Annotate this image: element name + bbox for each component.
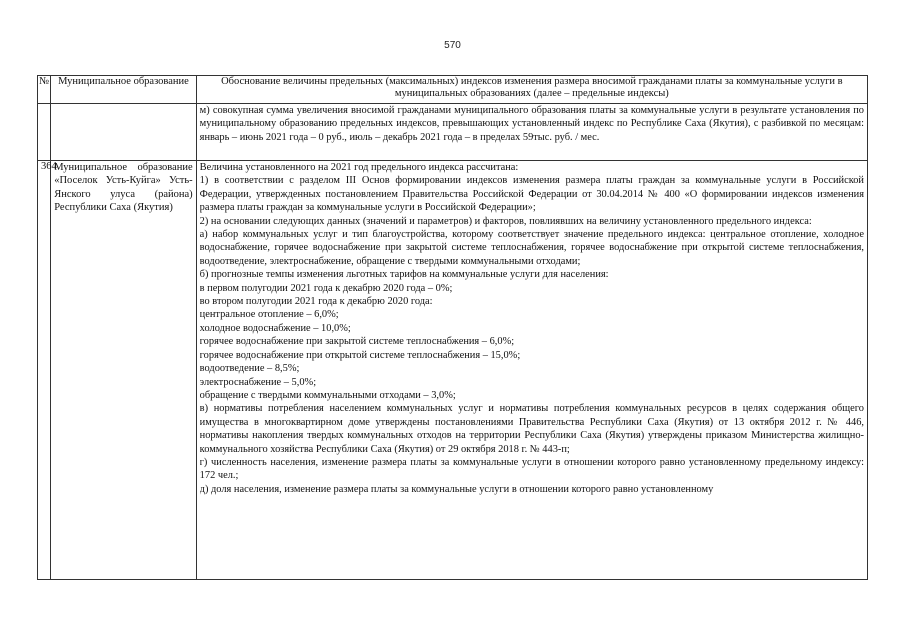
- paragraph: б) прогнозные темпы изменения льготных тарифов на коммунальные услуги для населения:: [199, 269, 609, 281]
- page-number: 570: [444, 40, 461, 51]
- paragraph: в первом полугодии 2021 года к декабрю 2020 года – 0%;: [199, 282, 453, 294]
- paragraph: во втором полугодии 2021 года к декабрю 2020 года:: [199, 296, 433, 308]
- paragraph: 2) на основании следующих данных (значений и параметров) и факторов, повлиявших на величину установленного предельного индекса:: [199, 215, 812, 227]
- indices-table: [37, 75, 868, 580]
- paragraph: водоотведение – 8,5%;: [199, 363, 300, 375]
- paragraph: м) совокупная сумма увеличения вносимой гражданами муниципального образования платы за коммунальные услуги в результате установления по муниципальному образованию предельных индексов, превышающих установленный индекс по Республике Саха (Якутия), с разбивкой по месяцам: январь – июнь 2021 года – 0 руб., июль – декабрь 2021 года – в пределах 59тыс. руб. / мес.: [199, 105, 864, 143]
- table-row-364: [38, 161, 868, 580]
- paragraph: а) набор коммунальных услуг и тип благоустройства, которому соответствует значение предельного индекса: центральное отопление, холодное водоснабжение, горячее водоснабжение при закрытой системе теплоснабжения, горячее водоснабжение при открытой системе теплоснабжения, водоотведение, электроснабжение, обращение с твердыми коммунальными отходами;: [199, 229, 864, 267]
- paragraph: г) численность населения, изменение размера платы за коммунальные услуги в отношении которого равно установленному предельному индексу: 172 чел.;: [199, 456, 864, 482]
- paragraph: горячее водоснабжение при открытой системе теплоснабжения – 15,0%;: [199, 349, 521, 361]
- paragraph: электроснабжение – 5,0%;: [199, 376, 317, 388]
- prev-row-municipality: [51, 104, 196, 161]
- header-municipality: Муниципальное образование: [51, 76, 196, 104]
- row-municipality: Муниципальное образование «Поселок Усть-Куйга» Усть-Янского улуса (района) Республики Саха (Якутия): [51, 161, 196, 580]
- row-justification: [196, 161, 867, 580]
- table-row-previous: [38, 104, 868, 161]
- prev-row-justification: [196, 104, 867, 161]
- table-header-row: [38, 76, 868, 104]
- paragraph: горячее водоснабжение при закрытой системе теплоснабжения – 6,0%;: [199, 336, 515, 348]
- paragraph: 1) в соответствии с разделом III Основ формировании индексов изменения размера платы граждан за коммунальные услуги в Российской Федерации, утвержденных постановлением Правительства Российской Федерации от 30.04.2014 № 400 «О формировании индексов изменения размера платы граждан за коммунальные услуги в Российской Федерации»;: [199, 175, 864, 214]
- paragraph: обращение с твердыми коммунальными отходами – 3,0%;: [199, 389, 456, 401]
- paragraph: центральное отопление – 6,0%;: [199, 309, 339, 321]
- paragraph: д) доля населения, изменение размера платы за коммунальные услуги в отношении которого равно установленному: [199, 483, 714, 495]
- row-number: 364: [38, 161, 51, 580]
- header-justification: Обоснование величины предельных (максимальных) индексов изменения размера вносимой гражданами платы за коммунальные услуги в муниципальных образованиях (далее – предельные индексы): [196, 76, 867, 104]
- header-number: №: [38, 76, 51, 104]
- paragraph: холодное водоснабжение – 10,0%;: [199, 322, 351, 334]
- paragraph: Величина установленного на 2021 год предельного индекса рассчитана:: [199, 162, 519, 173]
- prev-row-number: [38, 104, 51, 161]
- paragraph: в) нормативы потребления населением коммунальных услуг и нормативы потребления коммунальных ресурсов в целях содержания общего имущества в многоквартирном доме утверждены постановлениями Правительства Республики Саха (Якутия) от 13 октября 2012 г. № 446, нормативы накопления твердых коммунальных отходов на территории Республики Саха (Якутия) утверждены приказом Министерства жилищно-коммунального хозяйства Республики Саха (Якутия) от 29 октября 2018 г. № 443-п;: [199, 403, 864, 455]
